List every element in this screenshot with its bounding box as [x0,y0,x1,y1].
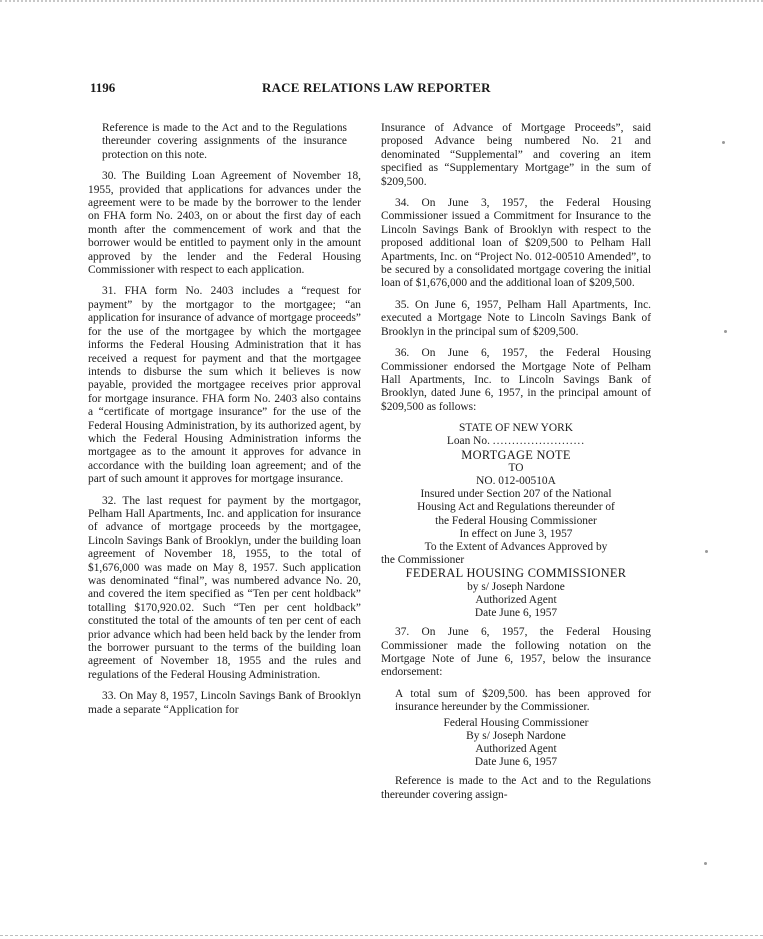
stamp-line-project-no: NO. 012-00510A [476,474,556,487]
page-header [90,80,670,98]
sig-line-date: Date June 6, 1957 [474,756,558,769]
paragraph-32: 32. The last request for payment by the mortgagor, Pelham Hall Apartments, Inc. and application for insurance of advance of mortgage proceeds by the mortgagee, Lincoln Savings Bank of Brooklyn, under the building loan agreement of November 18, 1955, to the total of $1,676,000 was made on May 8, 1957. Such application was denominated “final”, was numbered advance No. 20, and covered the item specified as “Ten per cent holdback” totalling $170,920.02. Such “Ten per cent holdback” constituted the total of the amounts of ten per cent of each prior advance which had been held back by the lender from the borrower pursuant to the terms of the building loan agreement of November 18, 1955 and the rules and regulations of the Federal Housing Administration. [88,494,361,681]
stamp-line-loan-no [381,435,651,448]
paragraph-reference-assignments: Reference is made to the Act and to the Regulations thereunder covering assignments of the insurance protection on this note. [102,122,347,161]
paragraph-37: 37. On June 6, 1957, the Federal Housing Commissioner made the following notation on the Mortgage Note of June 6, 1957, below the insurance endorsement: [381,626,651,679]
scan-speck [724,330,727,333]
stamp-line-insured: Insured under Section 207 of the National [420,488,612,501]
stamp-line-mortgage-note: MORTGAGE NOTE [461,447,571,462]
page-number: 1196 [90,80,116,95]
stamp-line-fhc: FEDERAL HOUSING COMMISSIONER [405,566,627,581]
stamp-line-agent: Authorized Agent [475,593,557,606]
sig-line-fhc: Federal Housing Commissioner [443,716,589,729]
approval-notation: A total sum of $209,500. has been approved for insurance hereunder by the Commissioner. [395,687,651,714]
scan-speck [722,141,725,144]
paragraph-33: 33. On May 8, 1957, Lincoln Savings Bank of Brooklyn made a separate “Application for [88,690,361,716]
sig-line-signature: By s/ Joseph Nardone [466,729,566,742]
stamp-line-date: Date June 6, 1957 [474,606,558,619]
insurance-endorsement-stamp [381,422,651,620]
stamp-line-signature: by s/ Joseph Nardone [467,580,565,593]
running-head: RACE RELATIONS LAW REPORTER [262,80,491,95]
stamp-line-housing-act: Housing Act and Regulations thereunder of [417,501,615,514]
stamp-line-state: STATE OF NEW YORK [459,422,573,435]
paragraph-35: 35. On June 6, 1957, Pelham Hall Apartments, Inc. executed a Mortgage Note to Lincoln Savings Bank of Brooklyn in the principal sum of $209,500. [381,298,651,338]
paragraph-30: 30. The Building Loan Agreement of November 18, 1955, provided that applications for advances under the agreement were to be made by the borrower to the lender on FHA form No. 2403, on or about the first day of each month after the commencement of work and that the borrower would be entitled to payment only in the amount approved by the lender and the Federal Housing Commissioner with respect to each application. [88,170,361,277]
right-column [381,122,651,810]
left-column [88,122,361,725]
paragraph-reference-continued: Reference is made to the Act and to the Regulations thereunder covering assign- [381,775,651,801]
loan-no-blank: ........................ [492,435,586,448]
scan-speck [704,862,707,865]
loan-no-label: Loan No. [446,435,493,448]
scan-speck [705,550,708,553]
paragraph-36: 36. On June 6, 1957, the Federal Housing Commissioner endorsed the Mortgage Note of Pelham Hall Apartments, Inc. to Lincoln Savings Bank of Brooklyn, dated June 6, 1957, in the principal amount of $209,500 as follows: [381,347,651,413]
notation-signature-block [381,717,651,770]
stamp-line-commissioner: the Federal Housing Commissioner [435,514,597,527]
paragraph-31: 31. FHA form No. 2403 includes a “request for payment” by the mortgagor to the mortgagee; “an application for insurance of advance of mortgage proceeds” for the use of the mortgagee by which the mortgagee informs the Federal Housing Administration that it has received a request for payment and that the mortgagee intends to disburse the sum which it believes is now payable, provided the mortgagee receives prior approval for mortgage insurance. FHA form No. 2403 also contains a “certificate of mortgage insurance” for the use of the Federal Housing Administration, by its authorized agent, by which the Federal Housing Administration informs the mortgagee as to the amount it approves for advance in accordance with the building loan agreement; and of the part of such amount it approves for mortgage insurance. [88,285,362,486]
stamp-line-to: TO [508,461,524,474]
sig-line-agent: Authorized Agent [475,743,557,756]
bottom-scan-edge [0,935,763,938]
stamp-line-in-effect: In effect on June 3, 1957 [459,527,573,540]
top-dotted-edge [0,0,763,8]
stamp-line-the-commissioner: the Commissioner [381,554,465,567]
stamp-line-extent: To the Extent of Advances Approved by [424,540,608,553]
paragraph-33-continued: Insurance of Advance of Mortgage Proceeds”, said proposed Advance being numbered No. 21 and denominated “Supplemental” and covering an item specified as “Supplementary Mortgage” in the sum of $209,500. [381,122,651,188]
paragraph-34: 34. On June 3, 1957, the Federal Housing Commissioner issued a Commitment for Insurance to the Lincoln Savings Bank of Brooklyn with respect to the proposed additional loan of $209,500 to Pelham Hall Apartments, Inc. on “Project No. 012-00510 Amended”, to be secured by a consolidated mortgage covering the initial loan of $1,676,000 and the additional loan of $209,500. [381,197,651,290]
